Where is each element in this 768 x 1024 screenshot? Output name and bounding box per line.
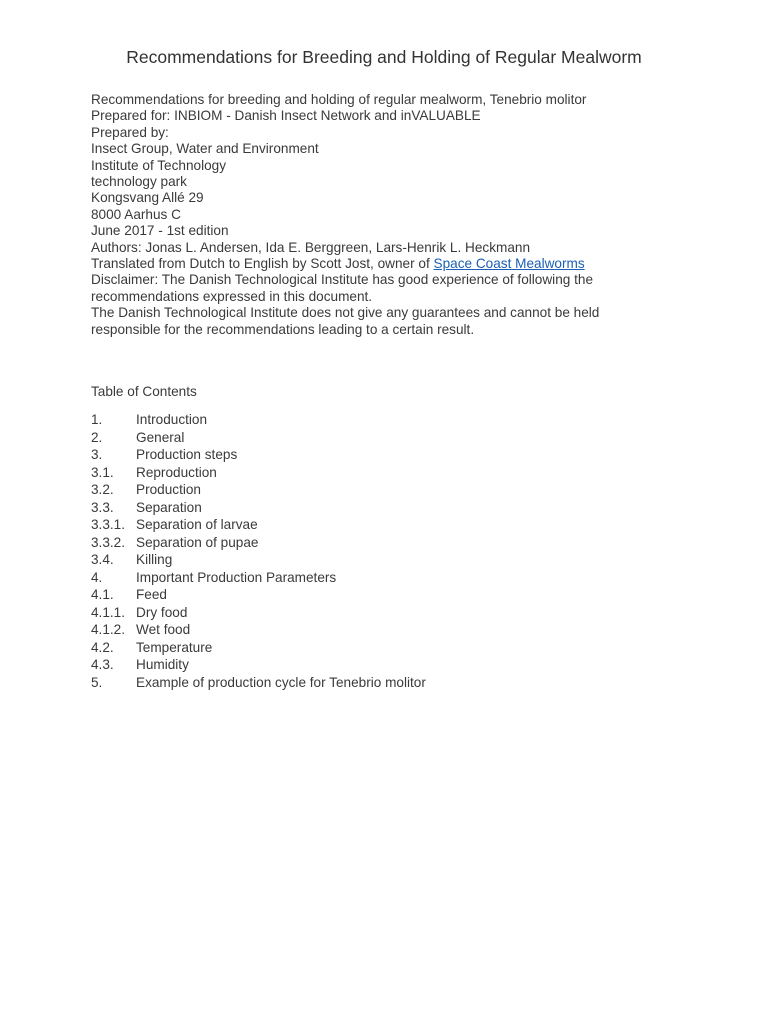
disclaimer-line-2: recommendations expressed in this document. — [91, 288, 373, 304]
toc-number: 4. — [91, 569, 103, 585]
toc-label: General — [136, 429, 185, 445]
disclaimer-line-3: The Danish Technological Institute does not give any guarantees and cannot be held — [91, 305, 600, 321]
toc-number: 4.1.1. — [91, 604, 126, 620]
toc-label: Dry food — [136, 604, 188, 620]
toc-number: 4.2. — [91, 639, 114, 655]
toc-item — [91, 411, 426, 429]
toc-number: 2. — [91, 429, 103, 445]
toc-item — [91, 569, 426, 587]
street-line: Kongsvang Allé 29 — [91, 190, 204, 206]
toc-label: Production steps — [136, 447, 238, 462]
toc-number: 3.3. — [91, 499, 114, 515]
toc-number: 3. — [91, 447, 103, 462]
prepared-for-line: Prepared for: INBIOM - Danish Insect Network and inVALUABLE — [91, 108, 481, 124]
toc-heading: Table of Contents — [91, 384, 197, 399]
toc-item — [91, 534, 426, 552]
toc-item — [91, 464, 426, 482]
disclaimer-line-1: Disclaimer: The Danish Technological Institute has good experience of following the — [91, 272, 593, 288]
translation-text: Translated from Dutch to English by Scott Jost, owner of — [91, 256, 434, 272]
toc-label: Example of production cycle for Tenebrio molitor — [136, 674, 426, 690]
toc-number: 4.1.2. — [91, 622, 126, 637]
toc-number: 5. — [91, 674, 103, 690]
toc-item — [91, 551, 426, 569]
toc-item — [91, 621, 426, 639]
translation-line — [91, 256, 691, 272]
toc-label: Killing — [136, 552, 173, 567]
city-line: 8000 Aarhus C — [91, 206, 181, 222]
toc-number: 3.4. — [91, 552, 114, 567]
group-line: Insect Group, Water and Environment — [91, 141, 319, 157]
toc-label: Separation of pupae — [136, 534, 259, 550]
disclaimer-line-4: responsible for the recommendations leading to a certain result. — [91, 321, 475, 337]
toc-item — [91, 656, 426, 674]
toc-item — [91, 674, 426, 692]
page-title: Recommendations for Breeding and Holding of Regular Mealworm — [126, 47, 642, 67]
space-coast-mealworms-link[interactable]: Space Coast Mealworms — [433, 256, 585, 272]
toc-label: Wet food — [136, 622, 191, 637]
toc-item — [91, 429, 426, 447]
toc-label: Feed — [136, 587, 167, 602]
park-line: technology park — [91, 174, 187, 190]
table-of-contents — [91, 411, 426, 691]
toc-number: 3.2. — [91, 482, 114, 497]
toc-number: 4.1. — [91, 587, 114, 602]
toc-number: 3.3.1. — [91, 517, 126, 532]
toc-item — [91, 481, 426, 499]
edition-line: June 2017 - 1st edition — [91, 223, 229, 239]
toc-label: Important Production Parameters — [136, 569, 337, 585]
toc-item — [91, 499, 426, 517]
subtitle-line: Recommendations for breeding and holding of regular mealworm, Tenebrio molitor — [91, 92, 587, 107]
toc-label: Separation of larvae — [136, 517, 258, 532]
document-info — [91, 92, 691, 338]
toc-label: Reproduction — [136, 464, 217, 480]
toc-number: 3.3.2. — [91, 534, 126, 550]
toc-label: Separation — [136, 499, 202, 515]
prepared-by-label: Prepared by: — [91, 124, 169, 140]
institute-line: Institute of Technology — [91, 157, 227, 173]
toc-item — [91, 604, 426, 622]
toc-item — [91, 446, 426, 464]
toc-item — [91, 639, 426, 657]
toc-number: 3.1. — [91, 464, 114, 480]
toc-label: Temperature — [136, 639, 213, 655]
toc-number: 4.3. — [91, 657, 114, 672]
toc-label: Humidity — [136, 657, 189, 672]
authors-line: Authors: Jonas L. Andersen, Ida E. Berggreen, Lars-Henrik L. Heckmann — [91, 239, 531, 255]
toc-item — [91, 586, 426, 604]
toc-number: 1. — [91, 412, 103, 427]
toc-item — [91, 516, 426, 534]
toc-label: Production — [136, 482, 201, 497]
toc-label: Introduction — [136, 412, 208, 427]
